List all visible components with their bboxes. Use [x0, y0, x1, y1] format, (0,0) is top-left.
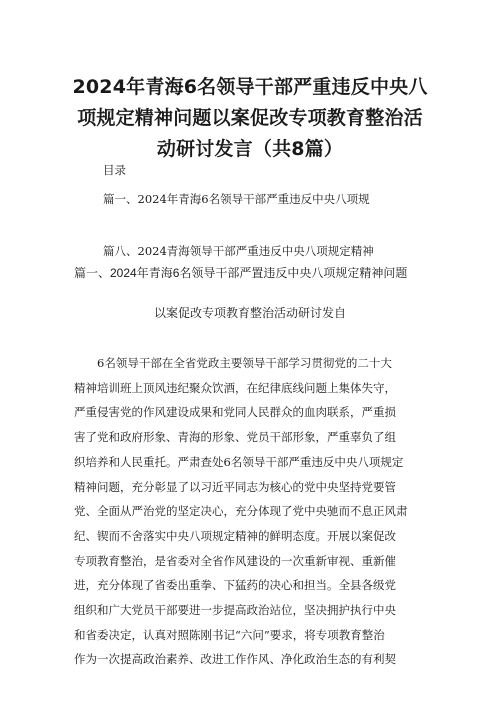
body-line: 进，充分体现了省委出重拳、下猛药的决心和担当。全县各级党 [74, 578, 396, 593]
body-line: 作为一次提高政治素养、改进工作作风、净化政治生态的有利契 [74, 652, 396, 667]
body-line: 6名领导干部在全省党政主要领导干部学习贯彻党的二十大 [97, 356, 392, 370]
title-line: 2024年青海6名领导干部严重违反中央八 [72, 76, 428, 98]
body-line: 害了党和政府形象、青海的形象、党员干部形象，严重辜负了组 [74, 430, 396, 445]
title-line: 项规定精神问题以案促改专项教育整治活 [77, 107, 423, 129]
body-line: 织培养和人民重托。严肃查处6名领导干部严重违反中央八项规定 [74, 454, 404, 469]
body-line: 党、全面从严治党的坚定决心，充分体现了党中央驰而不息正风肃 [74, 504, 408, 519]
title-line: 动研讨发言（共8篇） [156, 138, 344, 160]
toc-item-8[interactable]: 篇八、2024青海领导干部严重违反中央八项规定精神 [103, 244, 374, 258]
body-line: 组织和广大党员干部要进一步提高政治站位，坚决拥护执行中央 [74, 603, 396, 618]
section-heading-line-2: 以案促改专项教育整治活动研讨发自 [153, 306, 346, 320]
body-line: 精神培训班上顶风违纪聚众饮酒，在纪律底线问题上集体失守， [74, 380, 396, 395]
body-line: 和省委决定，认真对照陈刚书记“六问”要求，将专项教育整治 [74, 627, 385, 642]
body-line: 专项教育整治，是省委对全省作风建设的一次重新审视、重新催 [74, 553, 396, 568]
document-title [60, 72, 440, 165]
body-line: 纪、锲而不舍落实中央八项规定精神的鲜明态度。开展以案促改 [74, 528, 396, 543]
body-line: 精神问题，充分彰显了以习近平同志为核心的党中央坚持党要管 [74, 479, 396, 494]
body-paragraph [74, 351, 432, 672]
toc-item-1[interactable]: 篇一、2024年青海6名领导干部严重违反中央八项规 [103, 192, 370, 206]
section-heading-line-1: 篇一、2024年青海6名领导干部严置违反中央八项规定精神问题 [74, 266, 408, 280]
body-line: 严重侵害党的作风建设成果和党同人民群众的血肉联系，严重损 [74, 405, 396, 420]
toc-heading: 目录 [103, 163, 126, 177]
